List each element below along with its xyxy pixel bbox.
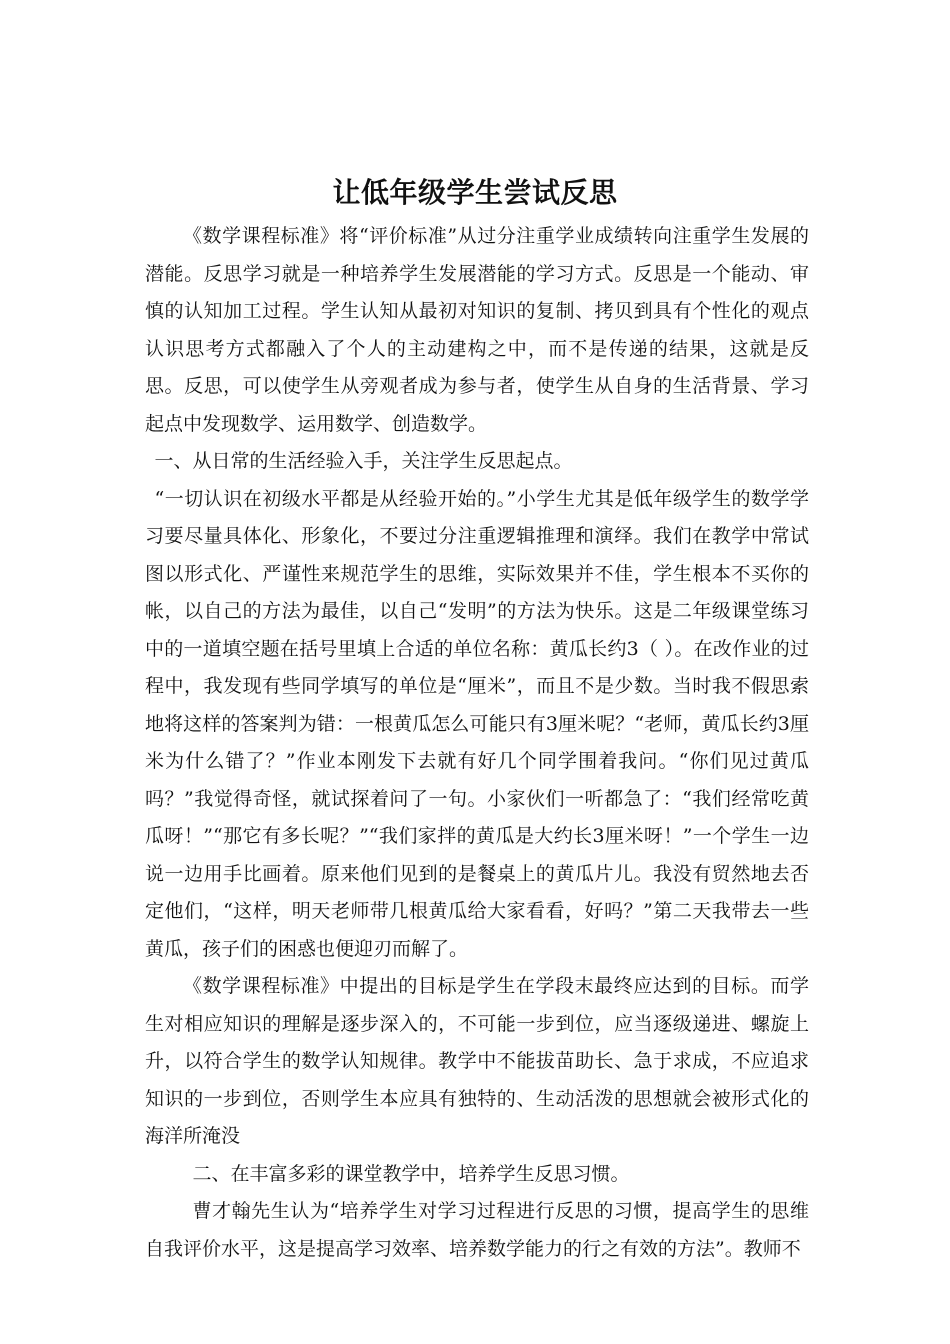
paragraph-curriculum-goals: 《数学课程标准》中提出的目标是学生在学段末最终应达到的目标。而学生对相应知识的理解是逐步深入的，不可能一步到位，应当逐级递进、螺旋上升，以符合学生的数学认知规律。教学中不能拔苗助长、急于求成，不应追求知识的一步到位，否则学生本应具有独特的、生动活泼的思想就会被形式化的海洋所淹没 xyxy=(145,975,809,1147)
section-heading-1: 一、从日常的生活经验入手，关注学生反思起点。 xyxy=(154,450,573,472)
paragraph-intro: 《数学课程标准》将“评价标准”从过分注重学业成绩转向注重学生发展的潜能。反思学习就是一种培养学生发展潜能的学习方式。反思是一个能动、审慎的认知加工过程。学生认知从最初对知识的复制、拷贝到具有个性化的观点认识思考方式都融入了个人的主动建构之中，而不是传递的结果，这就是反思。反思，可以使学生从旁观者成为参与者，使学生从自身的生活背景、学习起点中发现数学、运用数学、创造数学。 xyxy=(145,225,809,435)
paragraph-reflection-habit: 曹才翰先生认为“培养学生对学习过程进行反思的习惯，提高学生的思维自我评价水平，这是提高学习效率、培养数学能力的行之有效的方法”。教师不 xyxy=(145,1200,809,1260)
document-body xyxy=(145,218,809,1268)
section-heading-2: 二、在丰富多彩的课堂教学中，培养学生反思习惯。 xyxy=(192,1162,630,1185)
paragraph-cucumber-story: “一切认识在初级水平都是从经验开始的。”小学生尤其是低年级学生的数学学习要尽量具体化、形象化，不要过分注重逻辑推理和演绎。我们在教学中常试图以形式化、严谨性来规范学生的思维，实际效果并不佳，学生根本不买你的帐，以自己的方法为最佳，以自己“发明”的方法为快乐。这是二年级课堂练习中的一道填空题在括号里填上合适的单位名称：黄瓜长约3（ ）。在改作业的过程中，我发现有些同学填写的单位是“厘米”，而且不是少数。当时我不假思索地将这样的答案判为错：一根黄瓜怎么可能只有3厘米呢？“老师，黄瓜长约3厘米为什么错了？”作业本刚发下去就有好几个同学围着我问。“你们见过黄瓜吗？”我觉得奇怪，就试探着问了一句。小家伙们一听都急了：“我们经常吃黄瓜呀！”“那它有多长呢？”“我们家拌的黄瓜是大约长3厘米呀！”一个学生一边说一边用手比画着。原来他们见到的是餐桌上的黄瓜片儿。我没有贸然地去否定他们，“这样，明天老师带几根黄瓜给大家看看，好吗？”第二天我带去一些黄瓜，孩子们的困惑也便迎刃而解了。 xyxy=(145,487,809,960)
document-title: 让低年级学生尝试反思 xyxy=(332,175,618,209)
